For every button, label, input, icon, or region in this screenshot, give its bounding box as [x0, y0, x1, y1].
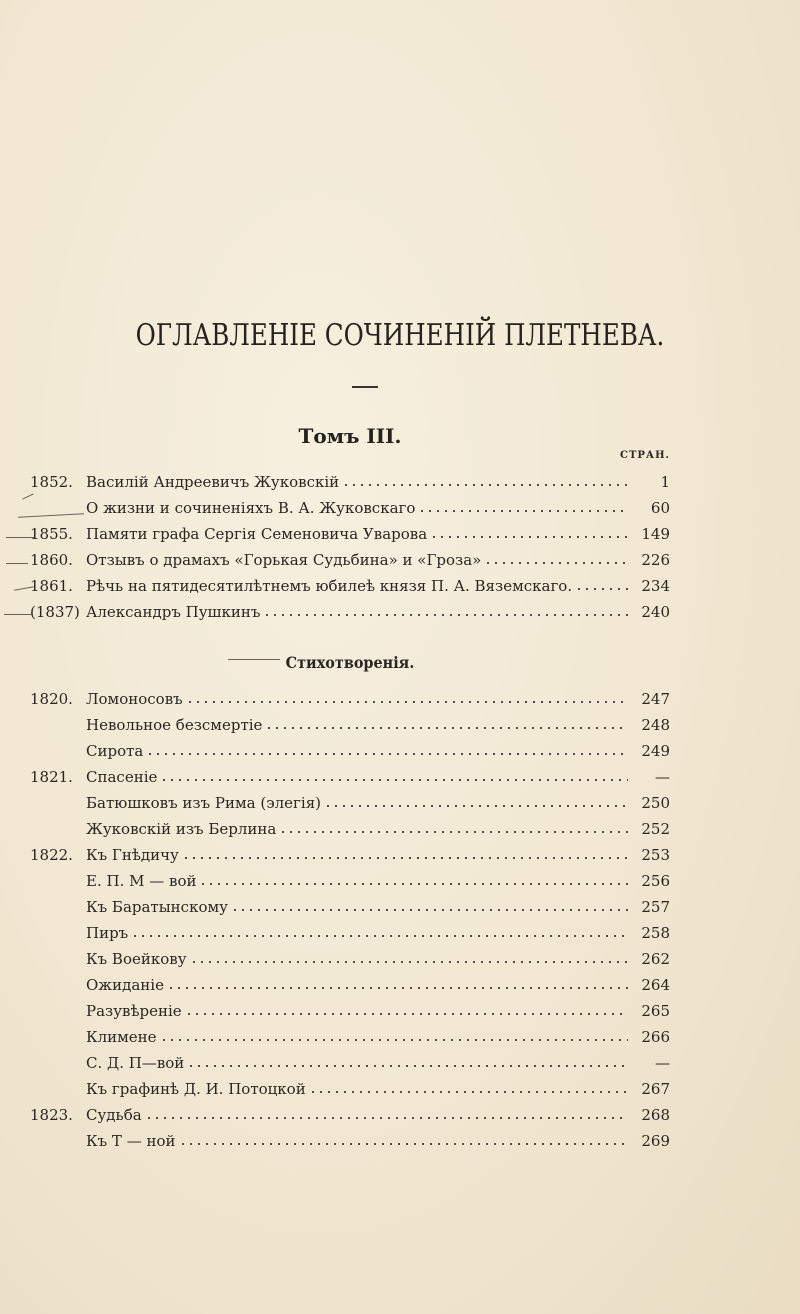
- entry-page: 252: [641, 820, 670, 838]
- entry-title: Пиръ: [86, 924, 129, 942]
- page-title: ОГЛАВЛЕНІЕ СОЧИНЕНІЙ ПЛЕТНЕВА.: [135, 318, 665, 353]
- pages-column-label: СТРАН.: [620, 450, 670, 461]
- dot-leader: [160, 1030, 628, 1044]
- dot-leader: [430, 527, 628, 541]
- entry-page: 249: [641, 742, 670, 760]
- entry-page: 1: [660, 473, 670, 491]
- toc-entry: [30, 766, 670, 788]
- entry-year: 1823.: [30, 1106, 73, 1124]
- entry-page: 266: [641, 1028, 670, 1046]
- toc-entry: [30, 1026, 670, 1048]
- entry-title: Сирота: [86, 742, 144, 760]
- dot-leader: [309, 1082, 628, 1096]
- toc-entry: [30, 497, 670, 519]
- volume-heading: Томъ III.: [298, 424, 402, 448]
- entry-title: Къ Т — ной: [86, 1132, 176, 1150]
- entry-title: О жизни и сочиненіяхъ В. А. Жуковскаго: [86, 499, 416, 517]
- toc-entry: [30, 549, 670, 571]
- entry-title: Разувѣреніе: [86, 1002, 182, 1020]
- dot-leader: [160, 770, 628, 784]
- dot-leader: [146, 744, 628, 758]
- entry-title: Къ Воейкову: [86, 950, 187, 968]
- entry-year: 1852.: [30, 473, 73, 491]
- entry-year: 1855.: [30, 525, 73, 543]
- entry-page: 240: [641, 603, 670, 621]
- entry-title: Климене: [86, 1028, 157, 1046]
- entry-page: 234: [641, 577, 670, 595]
- entry-year: 1860.: [30, 551, 73, 569]
- toc-entry: [30, 922, 670, 944]
- dot-leader: [418, 501, 628, 515]
- entry-year: (1837): [30, 603, 80, 621]
- entry-title: С. Д. П—вой: [86, 1054, 185, 1072]
- toc-entry: [30, 1052, 670, 1074]
- toc-entry: [30, 792, 670, 814]
- entry-title: Къ Гнѣдичу: [86, 846, 179, 864]
- entry-title: Жуковскій изъ Берлина: [86, 820, 277, 838]
- entry-page: 248: [641, 716, 670, 734]
- toc-entry: [30, 688, 670, 710]
- entry-title: Отзывъ о драмахъ «Горькая Судьбина» и «Гроза»: [86, 551, 482, 569]
- dot-leader: [324, 796, 628, 810]
- entry-page: 269: [641, 1132, 670, 1150]
- toc-entry: [30, 818, 670, 840]
- entry-page: —: [655, 1054, 670, 1072]
- entry-year: 1861.: [30, 577, 73, 595]
- dot-leader: [182, 848, 628, 862]
- entry-page: 268: [641, 1106, 670, 1124]
- toc-entry: [30, 1104, 670, 1126]
- entry-year: 1821.: [30, 768, 73, 786]
- entry-title: Александръ Пушкинъ: [86, 603, 261, 621]
- entry-title: Ожиданіе: [86, 976, 164, 994]
- entry-title: Невольное безсмертіе: [86, 716, 263, 734]
- toc-entry: [30, 471, 670, 493]
- entry-title: Рѣчь на пятидесятилѣтнемъ юбилеѣ князя П. А. Вяземскаго.: [86, 577, 573, 595]
- entry-page: 60: [650, 499, 670, 517]
- dot-leader: [199, 874, 628, 888]
- pencil-mark: [6, 537, 34, 538]
- toc-entry: [30, 523, 670, 545]
- entry-title: Къ Баратынскому: [86, 898, 228, 916]
- dot-leader: [342, 475, 628, 489]
- dot-leader: [145, 1108, 628, 1122]
- dot-leader: [575, 579, 628, 593]
- entry-page: 264: [641, 976, 670, 994]
- dot-leader: [231, 900, 628, 914]
- entry-title: Е. П. М — вой: [86, 872, 197, 890]
- toc-entry: [30, 601, 670, 623]
- entry-title: Ломоносовъ: [86, 690, 183, 708]
- entry-page: 258: [641, 924, 670, 942]
- entry-title: Памяти графа Сергія Семеновича Уварова: [86, 525, 428, 543]
- entry-page: 253: [641, 846, 670, 864]
- title-divider: [352, 386, 378, 388]
- entry-page: 257: [641, 898, 670, 916]
- entry-title: Василій Андреевичъ Жуковскій: [86, 473, 340, 491]
- dot-leader: [167, 978, 628, 992]
- toc-entry: [30, 974, 670, 996]
- dot-leader: [484, 553, 628, 567]
- entry-page: 250: [641, 794, 670, 812]
- toc-entry: [30, 948, 670, 970]
- entry-page: —: [655, 768, 670, 786]
- dot-leader: [279, 822, 628, 836]
- entry-page: 267: [641, 1080, 670, 1098]
- pencil-mark: [6, 563, 28, 564]
- entry-page: 262: [641, 950, 670, 968]
- entry-year: 1820.: [30, 690, 73, 708]
- dot-leader: [265, 718, 628, 732]
- entry-page: 265: [641, 1002, 670, 1020]
- toc-entry: [30, 1000, 670, 1022]
- entry-title: Къ графинѣ Д. И. Потоцкой: [86, 1080, 306, 1098]
- entry-title: Батюшковъ изъ Рима (элегія): [86, 794, 322, 812]
- dot-leader: [187, 1056, 628, 1070]
- entry-title: Судьба: [86, 1106, 142, 1124]
- toc-entry: [30, 896, 670, 918]
- toc-entry: [30, 714, 670, 736]
- toc-entry: [30, 740, 670, 762]
- toc-entry: [30, 575, 670, 597]
- toc-entry: [30, 870, 670, 892]
- toc-entry: [30, 1078, 670, 1100]
- entry-title: Спасеніе: [86, 768, 158, 786]
- entry-page: 149: [641, 525, 670, 543]
- dot-leader: [185, 1004, 628, 1018]
- dot-leader: [190, 952, 628, 966]
- toc-entry: [30, 1130, 670, 1152]
- entry-page: 256: [641, 872, 670, 890]
- entry-year: 1822.: [30, 846, 73, 864]
- dot-leader: [131, 926, 628, 940]
- pencil-mark: [4, 614, 32, 615]
- dot-leader: [263, 605, 628, 619]
- dot-leader: [179, 1134, 629, 1148]
- dot-leader: [186, 692, 628, 706]
- section-heading: Стихотворенія.: [285, 653, 415, 672]
- entry-page: 226: [641, 551, 670, 569]
- entry-page: 247: [641, 690, 670, 708]
- toc-entry: [30, 844, 670, 866]
